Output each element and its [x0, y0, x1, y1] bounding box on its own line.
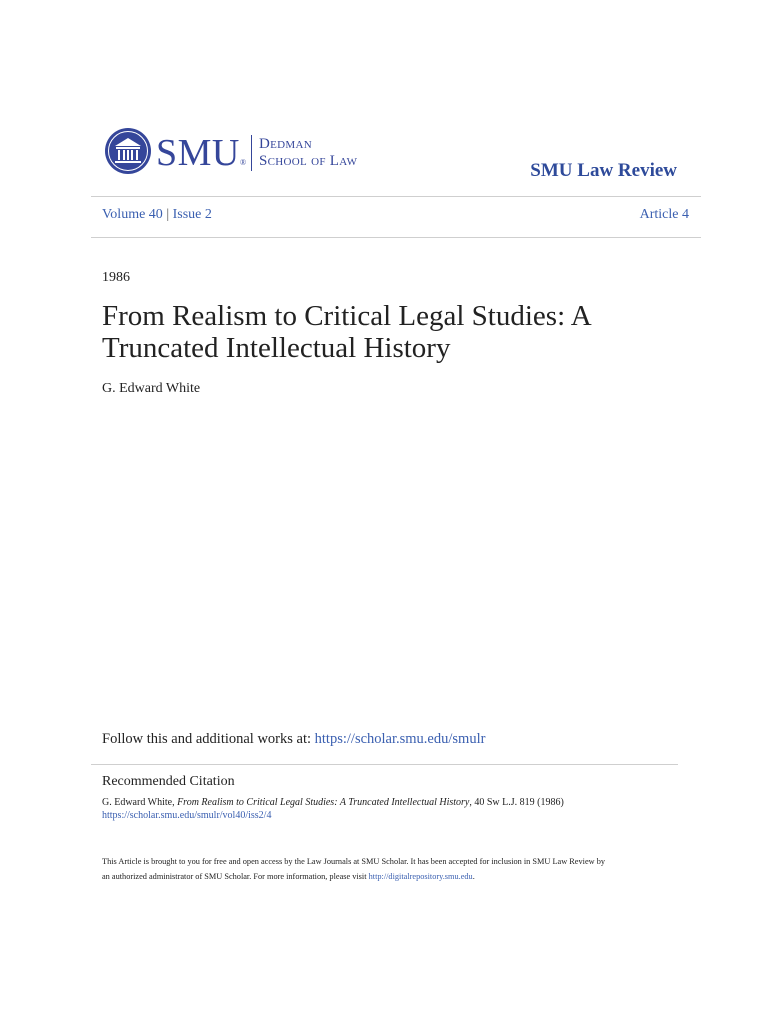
issue-rule — [91, 237, 701, 238]
article-number-link[interactable]: Article 4 — [639, 207, 689, 222]
article-author: G. Edward White — [102, 381, 201, 396]
recommended-citation-heading: Recommended Citation — [102, 774, 235, 789]
article-title: From Realism to Critical Legal Studies: A Truncated Intellectual History — [102, 300, 591, 364]
notice-prefix: an authorized administrator of SMU Scholar. For more information, please visit — [102, 872, 369, 881]
citation-title: From Realism to Critical Legal Studies: A Truncated Intellectual History — [177, 797, 470, 808]
header-rule — [91, 196, 701, 197]
citation-text — [102, 797, 564, 808]
logo-registered-mark: ® — [240, 158, 247, 167]
logo-school-line1: Dedman — [259, 136, 312, 152]
logo-wordmark: SMU — [156, 132, 240, 174]
logo-divider — [251, 135, 252, 171]
citation-author: G. Edward White, — [102, 797, 178, 808]
journal-name: SMU Law Review — [530, 160, 677, 181]
smu-dedman-logo — [104, 126, 376, 182]
access-notice-line2 — [102, 872, 475, 881]
volume-issue-line — [102, 207, 212, 223]
citation-rest: , 40 Sw L.J. 819 (1986) — [469, 797, 564, 808]
citation-url-link[interactable]: https://scholar.smu.edu/smulr/vol40/iss2/4 — [102, 810, 272, 821]
issue-link[interactable]: Issue 2 — [172, 207, 212, 222]
smu-seal-icon — [104, 126, 152, 176]
publication-year: 1986 — [102, 270, 130, 285]
citation-rule — [91, 764, 678, 765]
follow-line — [102, 731, 485, 748]
volume-link[interactable]: Volume 40 — [102, 207, 163, 222]
volume-separator: | — [166, 207, 170, 222]
notice-suffix: . — [472, 872, 475, 881]
logo-school-line2: School of Law — [259, 153, 358, 169]
access-notice-line1: This Article is brought to you for free and open access by the Law Journals at SMU Scholar. It has been accepted for inclusion in SMU Law Review by — [102, 857, 605, 866]
follow-url-link[interactable]: https://scholar.smu.edu/smulr — [314, 731, 486, 747]
repository-link[interactable]: http://digitalrepository.smu.edu — [368, 872, 473, 881]
follow-prefix: Follow this and additional works at: — [102, 731, 315, 747]
